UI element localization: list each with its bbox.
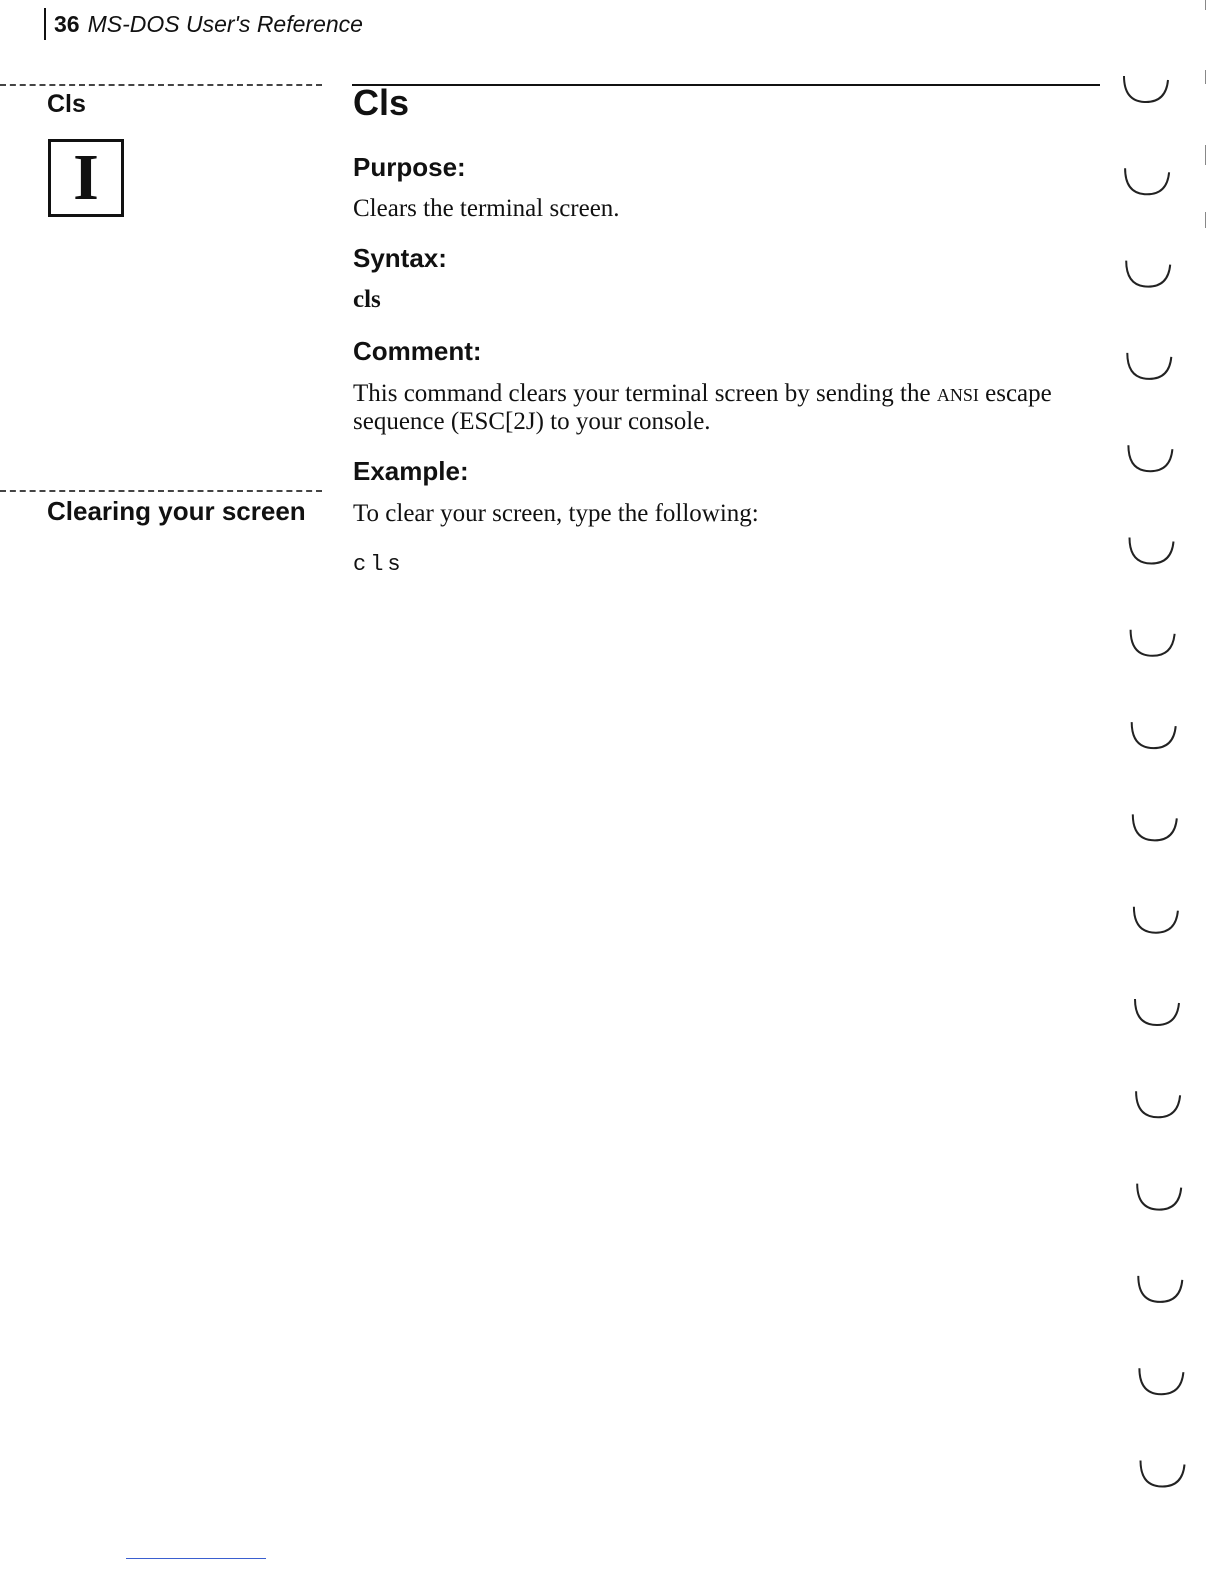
- binder-hole-icon: [1132, 722, 1176, 748]
- example-heading: Example:: [353, 456, 469, 486]
- binder-hole-icon: [1130, 538, 1174, 564]
- binder-holes-svg: [1118, 70, 1188, 1510]
- comment-heading: Comment:: [353, 336, 482, 366]
- running-header: [44, 8, 363, 40]
- page-number: 36: [54, 10, 80, 37]
- comment-text-part2: escape sequence (ESC[2J) to your console.: [353, 380, 1052, 435]
- book-title: MS-DOS User's Reference: [87, 10, 363, 37]
- binder-hole-icon: [1127, 353, 1171, 379]
- edge-mark: [1205, 0, 1206, 10]
- binder-hole-icon: [1124, 76, 1168, 102]
- syntax-heading: Syntax:: [353, 243, 447, 273]
- binder-hole-icon: [1139, 1368, 1183, 1394]
- edge-mark: [1205, 70, 1206, 84]
- purpose-heading: Purpose:: [353, 152, 466, 182]
- binder-hole-icon: [1137, 1184, 1181, 1210]
- binder-holes: [1118, 70, 1188, 1510]
- binder-hole-icon: [1133, 814, 1177, 840]
- level-badge: [48, 139, 124, 217]
- ansi-term: ansi: [936, 380, 979, 407]
- example-code: cls: [353, 552, 405, 577]
- edge-mark: [1205, 145, 1206, 165]
- footer-rule: [126, 1558, 266, 1559]
- margin-rule-top: [0, 84, 322, 86]
- binder-hole-icon: [1135, 999, 1179, 1025]
- binder-hole-icon: [1125, 168, 1169, 194]
- syntax-text: cls: [353, 286, 381, 313]
- entry-title: Cls: [353, 82, 410, 123]
- purpose-text: Clears the terminal screen.: [353, 195, 620, 222]
- header-rule: [44, 8, 46, 40]
- margin-rule-task: [0, 490, 322, 492]
- edge-mark: [1205, 212, 1206, 228]
- binder-hole-icon: [1138, 1276, 1182, 1302]
- margin-task-label: Clearing your screen: [47, 496, 306, 526]
- comment-text: [353, 380, 1065, 436]
- example-text: To clear your screen, type the following:: [353, 500, 759, 527]
- binder-hole-icon: [1134, 907, 1178, 933]
- binder-hole-icon: [1131, 630, 1175, 656]
- comment-text-part1: This command clears your terminal screen by sending the: [353, 380, 937, 407]
- entry-rule: [352, 84, 1100, 86]
- margin-command-label: Cls: [47, 90, 86, 118]
- binder-hole-icon: [1128, 445, 1172, 471]
- binder-hole-icon: [1136, 1091, 1180, 1117]
- binder-hole-icon: [1126, 261, 1170, 287]
- level-badge-text: I: [73, 141, 99, 214]
- binder-hole-icon: [1141, 1461, 1185, 1487]
